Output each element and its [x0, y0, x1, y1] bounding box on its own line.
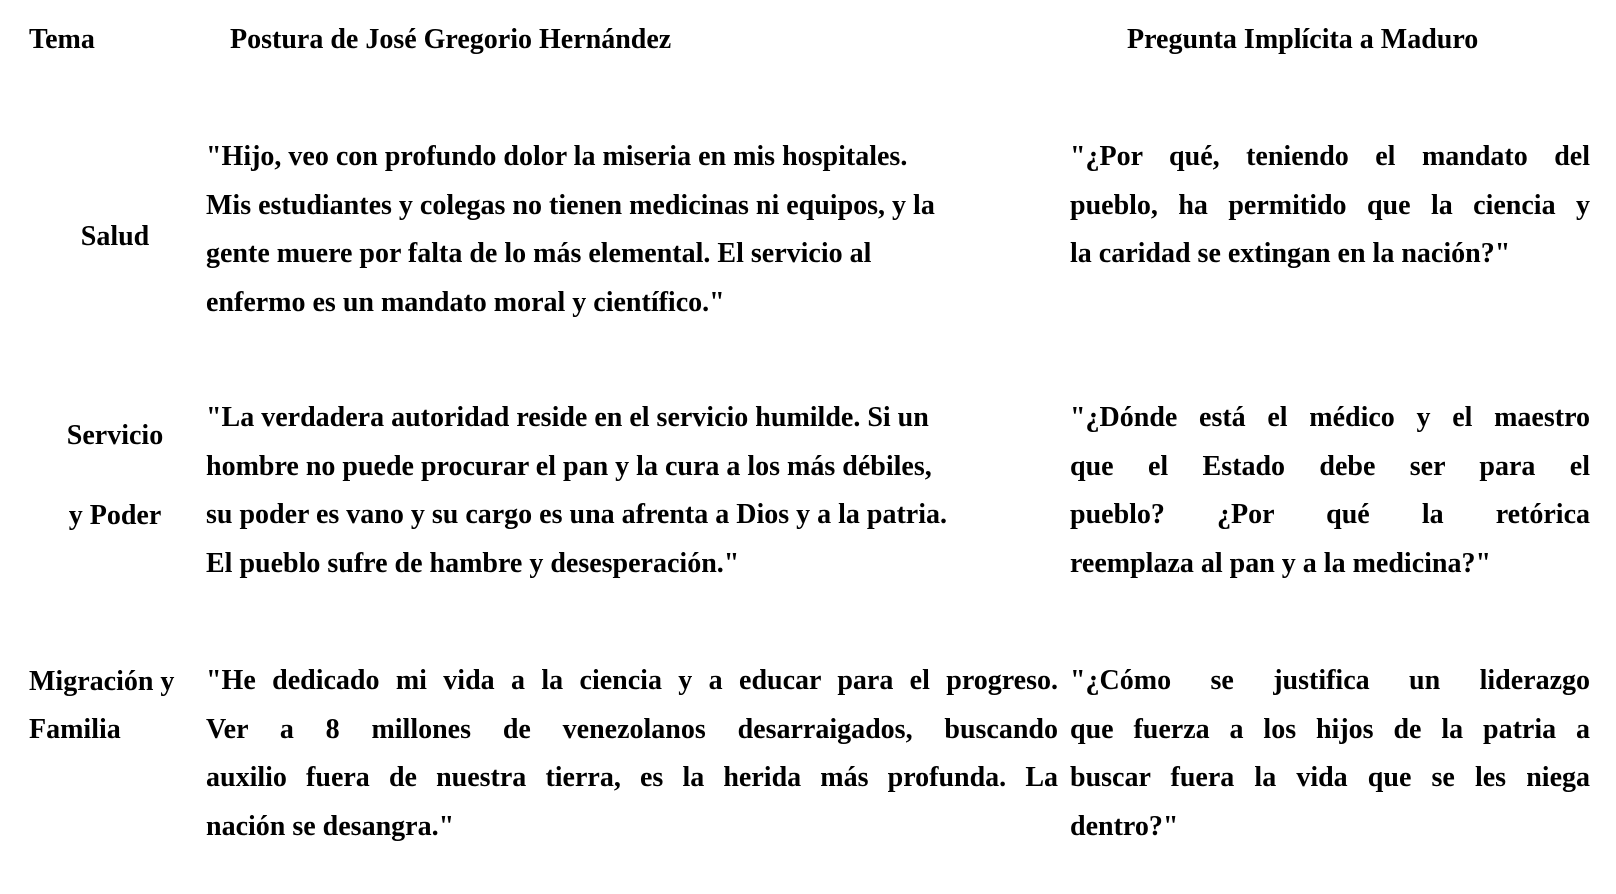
tema-line: Migración y: [29, 666, 175, 697]
tema-line: Salud: [80, 221, 150, 252]
pregunta-line: "¿Dónde está el médico y el maestro: [1070, 402, 1590, 433]
pregunta-line: que el Estado debe ser para el: [1070, 450, 1590, 482]
postura-line: hombre no puede procurar el pan y la cura a los más débiles,: [206, 450, 932, 482]
tema-line: Servicio: [66, 420, 164, 451]
row-migracion-tema: [29, 658, 204, 754]
row-salud-tema: [60, 213, 170, 261]
tema-line: y Poder: [68, 500, 162, 531]
postura-line: gente muere por falta de lo más elemental. El servicio al: [206, 238, 872, 269]
row-salud-postura: [206, 133, 1058, 327]
row-servicio-postura: [206, 394, 1058, 588]
pregunta-line: "¿Cómo se justifica un liderazgo: [1070, 665, 1590, 696]
column-header-tema: Tema: [29, 24, 95, 55]
tema-line: Familia: [29, 714, 121, 745]
row-servicio-pregunta: [1070, 394, 1590, 588]
row-salud-pregunta: [1070, 133, 1590, 279]
row-migracion-pregunta: [1070, 657, 1590, 851]
postura-line: auxilio fuera de nuestra tierra, es la herida más profunda. La: [206, 762, 1058, 793]
column-header-pregunta: Pregunta Implícita a Maduro: [1127, 24, 1479, 55]
pregunta-line: buscar fuera la vida que se les niega: [1070, 762, 1590, 793]
postura-line: El pueblo sufre de hambre y desesperación.": [206, 547, 740, 579]
postura-line: "He dedicado mi vida a la ciencia y a educar para el progreso.: [206, 665, 1058, 696]
postura-line: Ver a 8 millones de venezolanos desarraigados, buscando: [206, 713, 1058, 745]
pregunta-line: pueblo? ¿Por qué la retórica: [1070, 499, 1590, 530]
row-servicio-tema: [50, 396, 180, 556]
postura-line: su poder es vano y su cargo es una afrenta a Dios y a la patria.: [206, 499, 948, 530]
pregunta-line: que fuerza a los hijos de la patria a: [1070, 713, 1590, 745]
pregunta-line: "¿Por qué, teniendo el mandato del: [1070, 141, 1590, 172]
postura-line: nación se desangra.": [206, 810, 455, 842]
postura-line: enfermo es un mandato moral y científico.": [206, 286, 725, 318]
postura-line: Mis estudiantes y colegas no tienen medicinas ni equipos, y la: [206, 189, 935, 221]
postura-line: "La verdadera autoridad reside en el servicio humilde. Si un: [206, 402, 929, 433]
row-migracion-postura: [206, 657, 1058, 851]
pregunta-line: la caridad se extingan en la nación?": [1070, 238, 1511, 269]
pregunta-line: reemplaza al pan y a la medicina?": [1070, 547, 1492, 579]
column-header-postura: Postura de José Gregorio Hernández: [230, 24, 672, 55]
pregunta-line: pueblo, ha permitido que la ciencia y: [1070, 189, 1590, 221]
postura-line: "Hijo, veo con profundo dolor la miseria en mis hospitales.: [206, 141, 908, 172]
pregunta-line: dentro?": [1070, 810, 1179, 842]
